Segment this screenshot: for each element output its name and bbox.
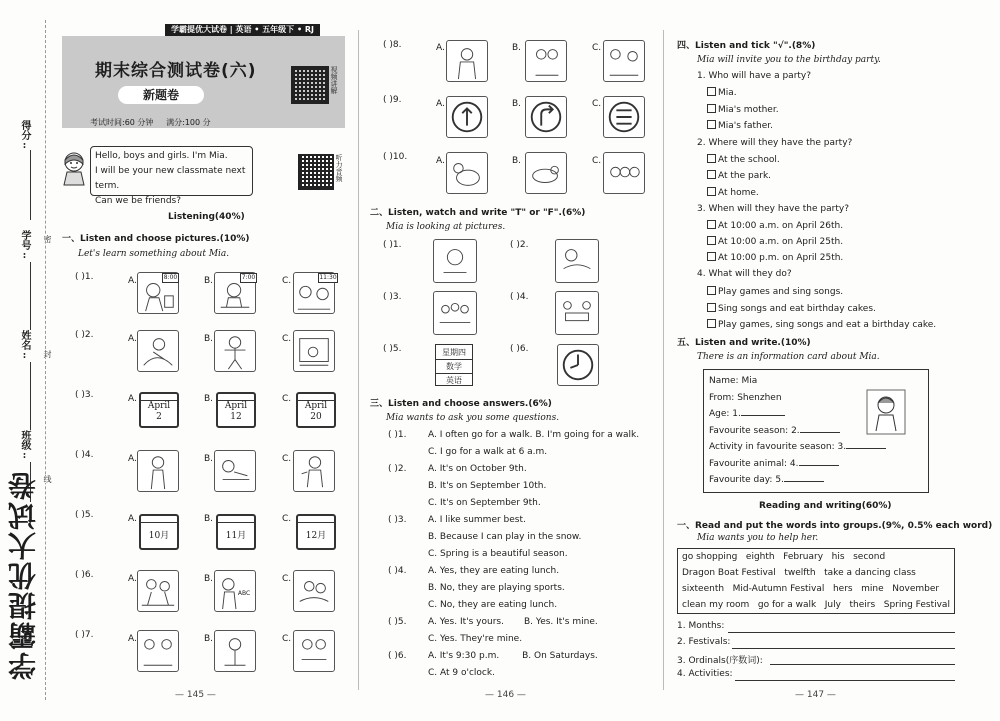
tick-question: 2. Where will they have the party?	[697, 138, 853, 148]
answer-number: ( )4.	[388, 566, 407, 576]
option-text: At the park.	[718, 171, 772, 181]
timetable-day: 星期四	[442, 348, 466, 357]
option-text: Mia's father.	[718, 121, 773, 131]
option-label: B.	[512, 156, 522, 166]
tick-option[interactable]	[707, 319, 936, 330]
timetable-subject: 英语	[436, 373, 472, 387]
section-4-subtitle: Mia will invite you to the birthday party.	[697, 55, 881, 65]
option-label: C.	[282, 394, 292, 404]
section-1-subtitle: Let's learn something about Mia.	[78, 249, 230, 259]
option-label: B.	[512, 43, 522, 53]
cut-mark-3: 线	[43, 475, 52, 483]
option-text: Sing songs and eat birthday cakes.	[718, 304, 876, 314]
abc-board-text: ABC	[237, 590, 251, 597]
question-number: ( )2.	[75, 330, 94, 340]
page-divider-1	[358, 30, 359, 690]
cut-mark-2: 封	[43, 350, 52, 358]
timetable-subject: 数学	[436, 359, 472, 373]
tf-picture-4[interactable]	[555, 291, 599, 335]
exam-title: 期末综合测试卷(六)	[95, 61, 257, 81]
answer-number: ( )6.	[388, 651, 407, 661]
tick-question: 1. Who will have a party?	[697, 71, 812, 81]
option-text: At 10:00 a.m. on April 25th.	[718, 237, 844, 247]
answer-line[interactable]: B. It's on September 10th.	[428, 481, 547, 491]
id-label: 学号:	[19, 230, 30, 261]
card-label: Favourite season: 2.	[709, 426, 800, 436]
option-label: C.	[592, 99, 602, 109]
option-label: C.	[592, 156, 602, 166]
blank-field[interactable]	[846, 448, 886, 449]
option-label: B.	[204, 634, 214, 644]
tf-picture-3[interactable]	[433, 291, 477, 335]
option-text: Play games and sing songs.	[718, 287, 844, 297]
picture-2b[interactable]	[214, 330, 256, 372]
option-label: C.	[282, 634, 292, 644]
card-line	[709, 475, 824, 485]
exam-meta	[90, 117, 211, 128]
audio-qr-code[interactable]	[298, 154, 334, 190]
option-label: A.	[128, 514, 137, 524]
option-label: A.	[128, 454, 137, 464]
time-box: 7:00	[241, 274, 256, 281]
answer-line[interactable]: A. I like summer best.	[428, 515, 526, 525]
option-label: B.	[204, 334, 214, 344]
calendar-november[interactable]	[216, 514, 256, 550]
calendar-april-20[interactable]	[296, 392, 336, 428]
clock-icon[interactable]	[557, 344, 599, 386]
answer-line[interactable]: A. I often go for a walk. B. I'm going for a walk.	[428, 430, 640, 440]
option-label: A.	[128, 574, 137, 584]
tf-number: ( )2.	[510, 240, 529, 250]
series-tab: 学霸提优大试卷 | 英语 • 五年级下 • RJ	[165, 24, 320, 36]
timetable-card[interactable]	[435, 344, 473, 386]
rw-section-1-title: 一、Read and put the words into groups.(9%, 0.5% each word)	[677, 521, 993, 531]
option-label: B.	[204, 276, 214, 286]
tf-number: ( )6.	[510, 344, 529, 354]
question-number: ( )10.	[383, 152, 408, 162]
answer-line[interactable]: C. I go for a walk at 6 a.m.	[428, 447, 548, 457]
card-line: Name: Mia	[709, 376, 758, 386]
group-answer-line[interactable]	[735, 680, 955, 681]
group-label: 1. Months:	[677, 621, 725, 631]
section-2-title: 二、Listen, watch and write "T" or "F".(6%)	[370, 208, 586, 218]
tick-option[interactable]	[707, 303, 876, 314]
group-answer-line[interactable]	[728, 632, 955, 633]
section-5-title: 五、Listen and write.(10%)	[677, 338, 811, 348]
checkbox[interactable]	[707, 319, 716, 328]
card-line: From: Shenzhen	[709, 393, 782, 403]
time-box: 8:00	[163, 274, 178, 281]
tick-option[interactable]	[707, 236, 843, 247]
brand-vertical: 学霸提优大试卷	[7, 470, 40, 680]
page-number: — 146 —	[485, 690, 526, 700]
group-answer-line[interactable]	[732, 648, 955, 649]
card-line	[709, 442, 886, 452]
tick-option[interactable]	[707, 220, 843, 231]
name-line	[30, 362, 31, 430]
time-box: 11:30	[319, 274, 337, 281]
time-info: 考试时间:60 分钟	[90, 118, 154, 127]
word-bank-row: Dragon Boat Festival twelfth take a dancing class	[682, 568, 916, 578]
card-line	[709, 426, 840, 436]
card-line	[709, 459, 839, 469]
picture-2c[interactable]	[293, 330, 335, 372]
checkbox[interactable]	[707, 120, 716, 129]
option-label: B.	[204, 514, 214, 524]
question-number: ( )3.	[75, 390, 94, 400]
checkbox[interactable]	[707, 104, 716, 113]
option-label: A.	[128, 394, 137, 404]
picture-10a[interactable]	[446, 152, 488, 194]
checkbox[interactable]	[707, 303, 716, 312]
intro-speech-bubble	[90, 146, 253, 206]
picture-8c[interactable]	[603, 40, 645, 82]
mia-photo-icon	[866, 389, 906, 435]
picture-6a[interactable]	[137, 570, 179, 612]
tick-option[interactable]	[707, 286, 843, 297]
option-text: At home.	[718, 188, 759, 198]
section-2-subtitle: Mia is looking at pictures.	[386, 222, 506, 232]
listening-heading: Listening(40%)	[168, 212, 245, 222]
option-text: Mia.	[718, 88, 737, 98]
word-bank	[677, 548, 955, 614]
option-label: A.	[128, 276, 137, 286]
tick-option[interactable]	[707, 87, 737, 98]
card-label: Activity in favourite season: 3.	[709, 442, 847, 452]
tick-option[interactable]	[707, 252, 843, 263]
option-label: C.	[592, 43, 602, 53]
calendar-month: April	[224, 401, 248, 411]
tf-number: ( )4.	[510, 292, 529, 302]
tick-option[interactable]	[707, 120, 773, 131]
checkbox[interactable]	[707, 87, 716, 96]
tick-option[interactable]	[707, 170, 771, 181]
calendar-april-12[interactable]	[216, 392, 256, 428]
section-4-title: 四、Listen and tick "√".(8%)	[677, 41, 816, 51]
answer-line[interactable]: B. No, they are playing sports.	[428, 583, 565, 593]
option-label: C.	[282, 276, 292, 286]
checkbox[interactable]	[707, 252, 716, 261]
blank-field[interactable]	[800, 432, 840, 433]
answer-number: ( )2.	[388, 464, 407, 474]
answer-line[interactable]: A. It's 9:30 p.m. B. On Saturdays.	[428, 651, 598, 661]
checkbox[interactable]	[707, 187, 716, 196]
calendar-day: 12	[230, 412, 242, 422]
class-label: 班级:	[19, 430, 30, 461]
section-3-title: 三、Listen and choose answers.(6%)	[370, 399, 552, 409]
tick-question: 3. When will they have the party?	[697, 204, 849, 214]
picture-4c[interactable]	[293, 450, 335, 492]
cut-mark-1: 密	[43, 235, 52, 243]
calendar-december[interactable]	[296, 514, 336, 550]
calendar-month: 12月	[305, 531, 327, 541]
calendar-october[interactable]	[139, 514, 179, 550]
question-number: ( )9.	[383, 95, 402, 105]
answer-number: ( )1.	[388, 430, 407, 440]
question-number: ( )5.	[75, 510, 94, 520]
answer-line[interactable]: A. Yes. It's yours. B. Yes. It's mine.	[428, 617, 598, 627]
checkbox[interactable]	[707, 286, 716, 295]
option-label: C.	[282, 574, 292, 584]
intro-line: Hello, boys and girls. I'm Mia.	[95, 151, 228, 161]
name-label: 姓名:	[19, 330, 30, 361]
option-label: B.	[204, 574, 214, 584]
group-label: 4. Activities:	[677, 669, 733, 679]
page-divider-2	[663, 30, 664, 690]
card-line	[709, 409, 785, 419]
sign-turn-icon[interactable]	[525, 96, 567, 138]
mia-avatar-icon	[60, 150, 88, 186]
option-text: At 10:00 a.m. on April 26th.	[718, 221, 844, 231]
picture-2a[interactable]	[137, 330, 179, 372]
checkbox[interactable]	[707, 220, 716, 229]
video-qr-label: 视频讲解	[330, 66, 338, 94]
answer-line[interactable]: A. Yes, they are eating lunch.	[428, 566, 560, 576]
tf-number: ( )1.	[383, 240, 402, 250]
checkbox[interactable]	[707, 236, 716, 245]
sign-no-entry-icon[interactable]	[603, 96, 645, 138]
tf-picture-2[interactable]	[555, 239, 599, 283]
option-label: C.	[282, 454, 292, 464]
cut-line	[45, 20, 46, 700]
option-label: A.	[436, 156, 445, 166]
answer-line[interactable]: C. No, they are eating lunch.	[428, 600, 558, 610]
option-text: At the school.	[718, 155, 780, 165]
audio-qr-label: 听力音频	[335, 154, 343, 182]
calendar-month: April	[304, 401, 328, 411]
answer-number: ( )5.	[388, 617, 407, 627]
picture-8b[interactable]	[525, 40, 567, 82]
word-bank-row: go shopping eighth February his second	[682, 552, 886, 562]
answer-line[interactable]: B. Because I can play in the snow.	[428, 532, 582, 542]
answer-line[interactable]: C. Spring is a beautiful season.	[428, 549, 568, 559]
section-1-title: 一、Listen and choose pictures.(10%)	[62, 234, 250, 244]
option-label: B.	[204, 454, 214, 464]
picture-7c[interactable]	[293, 630, 335, 672]
blank-field[interactable]	[741, 415, 785, 416]
score-label: 得分:	[19, 120, 30, 151]
picture-7b[interactable]	[214, 630, 256, 672]
score-info: 满分:100 分	[166, 118, 211, 127]
option-label: A.	[436, 43, 445, 53]
option-label: A.	[128, 334, 137, 344]
rw-section-1-subtitle: Mia wants you to help her.	[697, 533, 819, 543]
question-number: ( )7.	[75, 630, 94, 640]
option-label: C.	[282, 514, 292, 524]
section-3-subtitle: Mia wants to ask you some questions.	[386, 413, 560, 423]
picture-10c[interactable]	[603, 152, 645, 194]
binding-margin	[0, 0, 52, 721]
blank-field[interactable]	[799, 465, 839, 466]
group-answer-line[interactable]	[770, 664, 955, 665]
score-line	[30, 150, 31, 220]
intro-line: Can we be friends?	[95, 196, 182, 206]
option-text: Mia's mother.	[718, 105, 779, 115]
group-label: 2. Festivals:	[677, 637, 731, 647]
option-label: C.	[282, 334, 292, 344]
id-line	[30, 262, 31, 330]
option-text: Play games, sing songs and eat a birthday cake.	[718, 320, 937, 330]
tick-option[interactable]	[707, 154, 780, 165]
picture-7a[interactable]	[137, 630, 179, 672]
picture-10b[interactable]	[525, 152, 567, 194]
sign-up-arrow-icon[interactable]	[446, 96, 488, 138]
tf-number: ( )5.	[383, 344, 402, 354]
question-number: ( )6.	[75, 570, 94, 580]
option-label: A.	[128, 634, 137, 644]
picture-4b[interactable]	[214, 450, 256, 492]
section-5-subtitle: There is an information card about Mia.	[697, 352, 880, 362]
checkbox[interactable]	[707, 170, 716, 179]
checkbox[interactable]	[707, 154, 716, 163]
option-label: A.	[436, 99, 445, 109]
calendar-day: 2	[156, 412, 162, 422]
question-number: ( )1.	[75, 272, 94, 282]
option-label: B.	[512, 99, 522, 109]
answer-line[interactable]: C. It's on September 9th.	[428, 498, 541, 508]
question-number: ( )8.	[383, 40, 402, 50]
video-qr-code[interactable]	[291, 66, 329, 104]
group-label: 3. Ordinals(序数词):	[677, 656, 763, 666]
option-text: At 10:00 p.m. on April 25th.	[718, 253, 844, 263]
reading-writing-heading: Reading and writing(60%)	[759, 501, 892, 511]
answer-line[interactable]: C. At 9 o'clock.	[428, 668, 495, 678]
tick-option[interactable]	[707, 104, 779, 115]
intro-line: I will be your new classmate next term.	[95, 166, 246, 191]
tf-picture-1[interactable]	[433, 239, 477, 283]
card-label: Favourite day: 5.	[709, 475, 784, 485]
card-label: Age: 1.	[709, 409, 741, 419]
tf-number: ( )3.	[383, 292, 402, 302]
calendar-day: 20	[310, 412, 322, 422]
word-bank-row: sixteenth Mid-Autumn Festival hers mine November	[682, 584, 940, 594]
picture-6c[interactable]	[293, 570, 335, 612]
blank-field[interactable]	[784, 481, 824, 482]
answer-line[interactable]: A. It's on October 9th.	[428, 464, 527, 474]
page-number: — 147 —	[795, 690, 836, 700]
calendar-month: April	[147, 401, 171, 411]
calendar-month: 10月	[148, 531, 170, 541]
picture-4a[interactable]	[137, 450, 179, 492]
calendar-month: 11月	[225, 531, 247, 541]
tick-option[interactable]	[707, 187, 759, 198]
answer-number: ( )3.	[388, 515, 407, 525]
calendar-april-2[interactable]	[139, 392, 179, 428]
picture-8a[interactable]	[446, 40, 488, 82]
option-label: B.	[204, 394, 214, 404]
tick-question: 4. What will they do?	[697, 269, 792, 279]
card-label: Favourite animal: 4.	[709, 459, 799, 469]
question-number: ( )4.	[75, 450, 94, 460]
page-number: — 145 —	[175, 690, 216, 700]
word-bank-row: clean my room go for a walk July theirs Spring Festival	[682, 600, 950, 610]
exam-tag: 新题卷	[118, 86, 204, 104]
answer-line[interactable]: C. Yes. They're mine.	[428, 634, 523, 644]
